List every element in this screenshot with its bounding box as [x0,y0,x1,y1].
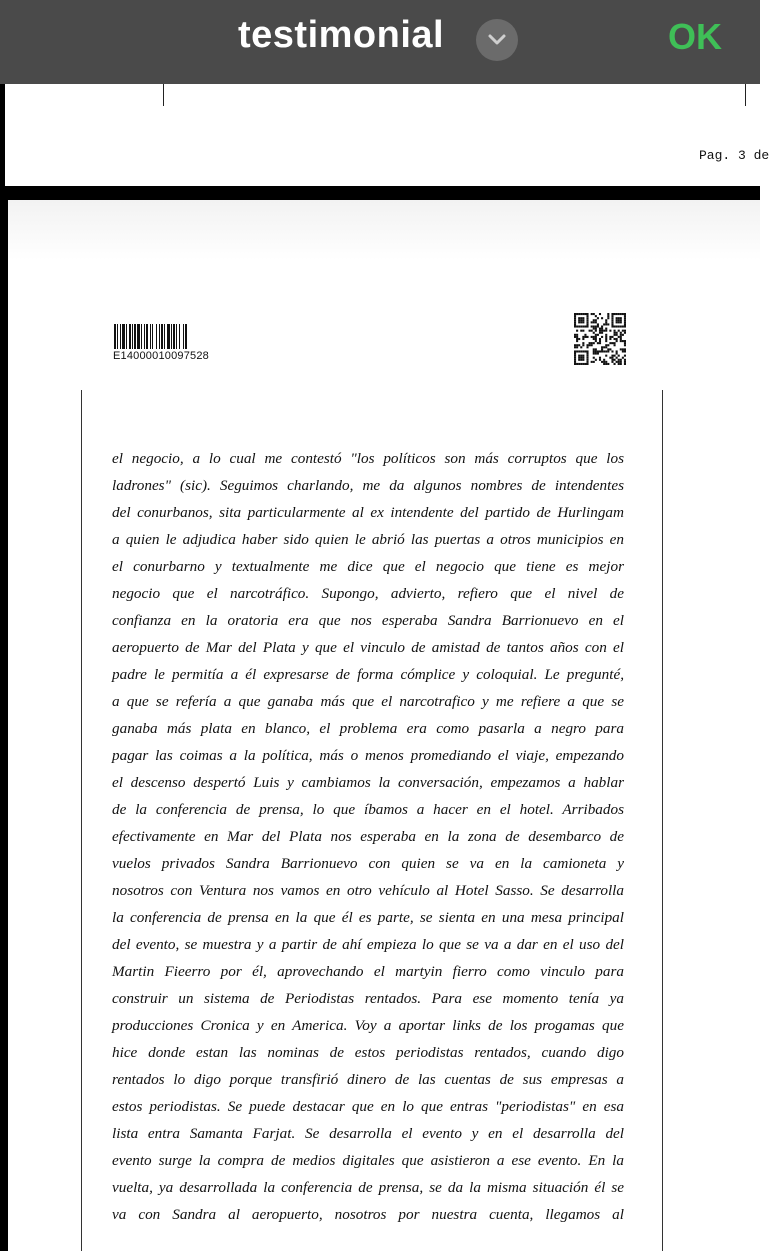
text-line: lista entra Samanta Farjat. Se desarrolla el evento y en el desarrolla del [112,1125,624,1142]
text-line: confianza en la oratoria era que nos esperaba Sandra Barrionuevo en el [112,612,624,629]
text-line: ladrones" (sic). Seguimos charlando, me da algunos nombres de intendentes [112,477,624,494]
text-line: Martin Fieerro por él, aprovechando el martyin fierro como vinculo para [112,963,624,980]
page-top-shadow [8,200,760,260]
text-line: negocio que el narcotráfico. Supongo, advierto, refiero que el nivel de [112,585,624,602]
document-title: testimonial [238,14,445,56]
text-line: padre le permitía a él expresarse de forma cómplice y coloquial. Le pregunté, [112,666,624,683]
top-bar [0,0,760,84]
text-line: evento surge la compra de medios digitales que asistieron a ese evento. En la [112,1152,624,1169]
text-line: pagar las coimas a la política, más o menos promediando el viaje, empezando [112,747,624,764]
page-divider [0,186,760,200]
text-line: el negocio, a lo cual me contestó "los políticos son más corruptos que los [112,450,624,467]
text-line: ganaba más plata en blanco, el problema era como pasarla a negro para [112,720,624,737]
chevron-down-icon [487,31,507,49]
text-line: del conurbanos, sita particularmente al ex intendente del partido de Hurlingam [112,504,624,521]
margin-rule [745,84,746,106]
text-line: aeropuerto de Mar del Plata y que el vinculo de amistad de tantos años con el [112,639,624,656]
text-line: a quien le adjudica haber sido quien le abrió las puertas a otros municipios en [112,531,624,548]
margin-rule-right [662,390,663,1251]
text-line: la conferencia de prensa en la que él es parte, se sienta en una mesa principal [112,909,624,926]
text-line: vuelos privados Sandra Barrionuevo con quien se va en la camioneta y [112,855,624,872]
text-line: hice donde estan las nominas de estos periodistas rentados, cuando digo [112,1044,624,1061]
page-number-label: Pag. 3 de [699,148,769,163]
text-line: el descenso despertó Luis y cambiamos la conversación, empezamos a hablar [112,774,624,791]
document-page[interactable] [0,200,760,1251]
title-dropdown-button[interactable] [476,19,518,61]
previous-page-footer [0,84,769,186]
text-line: va con Sandra al aeropuerto, nosotros por nuestra cuenta, llegamos al [112,1206,624,1223]
text-line: vuelta, ya desarrollada la conferencia de prensa, se da la misma situación él se [112,1179,624,1196]
text-line: a que se refería a que ganaba más que el narcotrafico y me refiere a que se [112,693,624,710]
text-line: rentados lo digo porque transfirió dinero de las cuentas de sus empresas a [112,1071,624,1088]
text-line: del evento, se muestra y a partir de ahí empieza lo que se va a dar en el uso del [112,936,624,953]
text-line: efectivamente en Mar del Plata nos esperaba en la zona de desembarco de [112,828,624,845]
text-line: nosotros con Ventura nos vamos en otro vehículo al Hotel Sasso. Se desarrolla [112,882,624,899]
text-line: el conurbarno y textualmente me dice que el negocio que tiene es mejor [112,558,624,575]
text-line: de la conferencia de prensa, lo que íbamos a hacer en el hotel. Arribados [112,801,624,818]
qr-code-icon [574,313,626,365]
barcode-number: E14000010097528 [113,350,209,362]
text-line: estos periodistas. Se puede destacar que en lo que entras "periodistas" en esa [112,1098,624,1115]
barcode-icon [114,324,214,349]
text-line: construir un sistema de Periodistas rentados. Para ese momento tenía ya [112,990,624,1007]
page-edge [0,84,5,186]
page-edge [0,200,8,1251]
margin-rule-left [81,390,82,1251]
text-line: producciones Cronica y en America. Voy a aportar links de los progamas que [112,1017,624,1034]
ok-button[interactable]: OK [668,16,722,57]
margin-rule [163,84,164,106]
document-body [112,445,624,1228]
